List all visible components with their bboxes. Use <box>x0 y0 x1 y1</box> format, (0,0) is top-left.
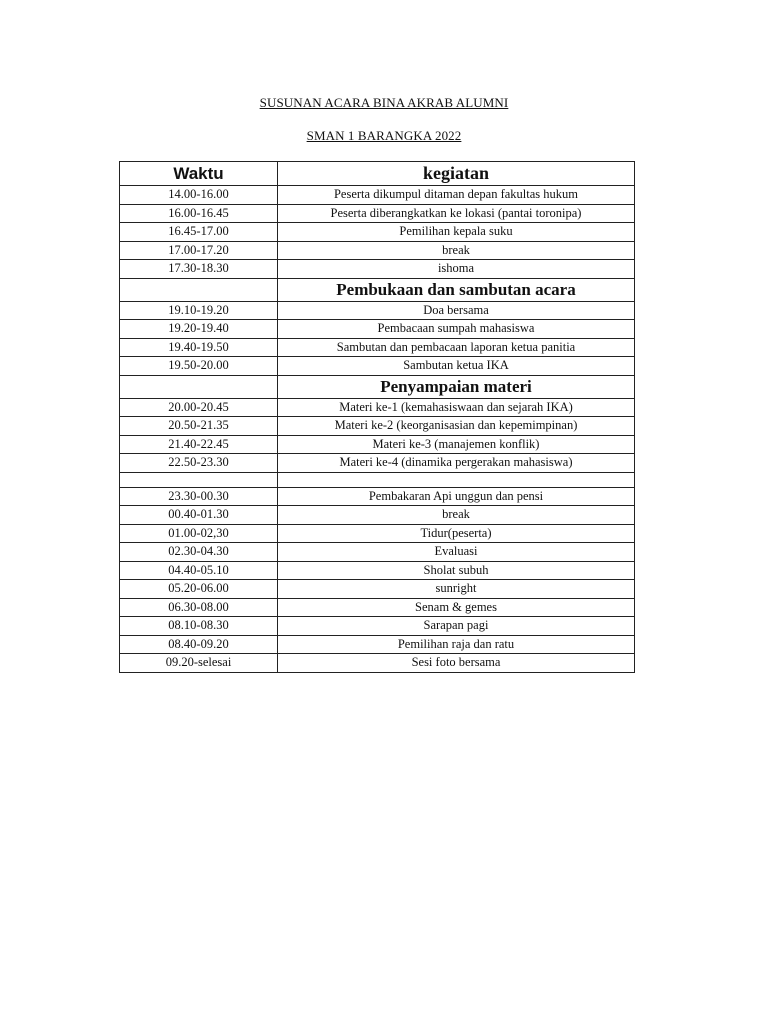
section-row <box>120 278 635 301</box>
activity-cell: Sambutan dan pembacaan laporan ketua panitia <box>278 338 635 357</box>
time-cell: 04.40-05.10 <box>120 561 278 580</box>
table-row <box>120 561 635 580</box>
column-header-time: Waktu <box>120 162 278 186</box>
document-title: SUSUNAN ACARA BINA AKRAB ALUMNI <box>259 95 509 110</box>
table-row <box>120 301 635 320</box>
activity-cell: Sarapan pagi <box>278 617 635 636</box>
time-cell: 20.00-20.45 <box>120 398 278 417</box>
activity-cell: Pembakaran Api unggun dan pensi <box>278 487 635 506</box>
table-row <box>120 487 635 506</box>
activity-cell: break <box>278 241 635 260</box>
time-cell: 06.30-08.00 <box>120 598 278 617</box>
table-row <box>120 454 635 473</box>
blank-row <box>120 472 635 487</box>
table-row <box>120 635 635 654</box>
table-row <box>120 598 635 617</box>
time-cell: 14.00-16.00 <box>120 186 278 205</box>
empty-cell <box>278 472 635 487</box>
table-row <box>120 417 635 436</box>
activity-cell: Sambutan ketua IKA <box>278 357 635 376</box>
time-cell: 21.40-22.45 <box>120 435 278 454</box>
time-cell: 19.40-19.50 <box>120 338 278 357</box>
schedule-body <box>120 186 635 673</box>
empty-cell <box>120 375 278 398</box>
document-subtitle: SMAN 1 BARANGKA 2022 <box>306 128 462 143</box>
activity-cell: Materi ke-4 (dinamika pergerakan mahasiswa) <box>278 454 635 473</box>
section-row <box>120 375 635 398</box>
activity-cell: Tidur(peserta) <box>278 524 635 543</box>
table-row <box>120 320 635 339</box>
activity-cell: sunright <box>278 580 635 599</box>
time-cell: 20.50-21.35 <box>120 417 278 436</box>
time-cell: 08.10-08.30 <box>120 617 278 636</box>
section-heading: Penyampaian materi <box>278 375 635 398</box>
table-header-row <box>120 162 635 186</box>
section-heading: Pembukaan dan sambutan acara <box>278 278 635 301</box>
activity-cell: break <box>278 506 635 525</box>
empty-cell <box>120 472 278 487</box>
table-row <box>120 241 635 260</box>
schedule-table <box>119 161 635 673</box>
table-row <box>120 186 635 205</box>
time-cell: 00.40-01.30 <box>120 506 278 525</box>
time-cell: 02.30-04.30 <box>120 543 278 562</box>
activity-cell: Peserta diberangkatkan ke lokasi (pantai toronipa) <box>278 204 635 223</box>
table-row <box>120 260 635 279</box>
table-row <box>120 204 635 223</box>
table-row <box>120 654 635 673</box>
empty-cell <box>120 278 278 301</box>
time-cell: 19.50-20.00 <box>120 357 278 376</box>
activity-cell: Evaluasi <box>278 543 635 562</box>
activity-cell: ishoma <box>278 260 635 279</box>
table-row <box>120 506 635 525</box>
activity-cell: Doa bersama <box>278 301 635 320</box>
table-row <box>120 524 635 543</box>
table-row <box>120 617 635 636</box>
table-row <box>120 338 635 357</box>
time-cell: 19.20-19.40 <box>120 320 278 339</box>
activity-cell: Sesi foto bersama <box>278 654 635 673</box>
table-row <box>120 435 635 454</box>
table-row <box>120 223 635 242</box>
time-cell: 19.10-19.20 <box>120 301 278 320</box>
time-cell: 16.45-17.00 <box>120 223 278 242</box>
activity-cell: Materi ke-2 (keorganisasian dan kepemimpinan) <box>278 417 635 436</box>
time-cell: 22.50-23.30 <box>120 454 278 473</box>
activity-cell: Pemilihan raja dan ratu <box>278 635 635 654</box>
time-cell: 09.20-selesai <box>120 654 278 673</box>
activity-cell: Sholat subuh <box>278 561 635 580</box>
time-cell: 23.30-00.30 <box>120 487 278 506</box>
column-header-activity: kegiatan <box>278 162 635 186</box>
activity-cell: Pemilihan kepala suku <box>278 223 635 242</box>
time-cell: 17.30-18.30 <box>120 260 278 279</box>
activity-cell: Peserta dikumpul ditaman depan fakultas hukum <box>278 186 635 205</box>
activity-cell: Senam & gemes <box>278 598 635 617</box>
table-row <box>120 357 635 376</box>
table-row <box>120 398 635 417</box>
table-row <box>120 580 635 599</box>
time-cell: 01.00-02,30 <box>120 524 278 543</box>
activity-cell: Materi ke-3 (manajemen konflik) <box>278 435 635 454</box>
time-cell: 17.00-17.20 <box>120 241 278 260</box>
time-cell: 05.20-06.00 <box>120 580 278 599</box>
activity-cell: Materi ke-1 (kemahasiswaan dan sejarah IKA) <box>278 398 635 417</box>
time-cell: 16.00-16.45 <box>120 204 278 223</box>
time-cell: 08.40-09.20 <box>120 635 278 654</box>
activity-cell: Pembacaan sumpah mahasiswa <box>278 320 635 339</box>
table-row <box>120 543 635 562</box>
